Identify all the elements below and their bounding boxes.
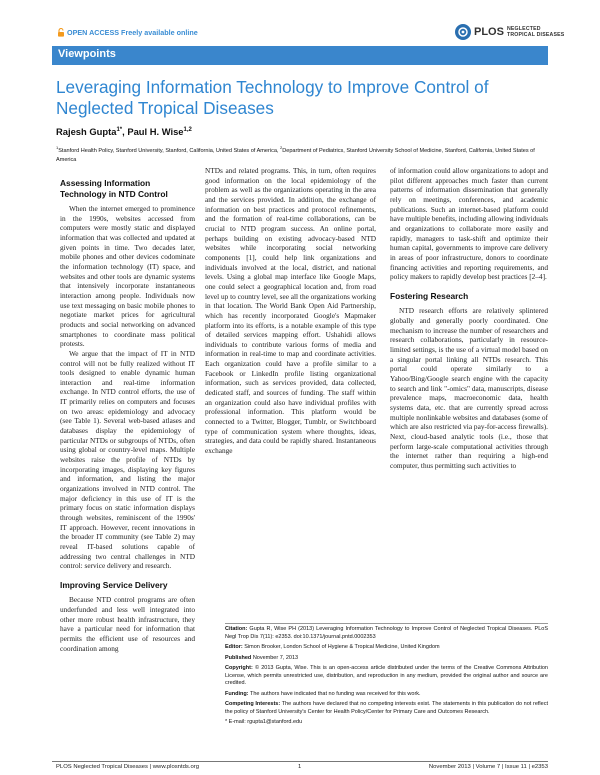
body-paragraph: Because NTD control programs are often underfunded and less well integrated into other more robust health infrastructure, they have a particular need for information that permits the efficient use of resources and coordination among	[60, 595, 195, 653]
open-access-banner	[57, 28, 198, 37]
published-block	[225, 655, 548, 663]
competing-text: The authors have declared that no competing interests exist. The statements in this publication do not reflect the policy of Stanford University's Center for Health Policy/Center for Primary Care and Outcomes Research.	[225, 701, 548, 715]
plos-journal-name	[507, 26, 565, 38]
affiliation-text: Department of Pediatrics, Stanford University School of Medicine, Stanford, California, United States of America	[56, 147, 535, 164]
footer-issue: November 2013 | Volume 7 | Issue 11 | e2353	[428, 764, 548, 770]
author-name[interactable]: Paul H. Wise	[127, 126, 184, 137]
body-paragraph: NTDs and related programs. This, in turn, often requires good information on the local epidemiology of the problem as well as the organizations operating in the area and the services provided. In addition, the exchange of information on best practices and protocol refinements, and the formation of real-time collaborations, can be crucial to NTD program success. An online portal, perhaps building on existing advocacy-based NTD websites while incorporating social networking components [1], could help link organizations and individuals involved at the local, district, and national levels. Using a global map interface like Google Maps, one could select a geographical location and, from road level up to country level, see all the organizations working in that location. The World Bank Open Aid Partnership, which has recently incorporated Google's Mapmaker platform into its efforts, is a notable example of this type of detailed services mapping effort. Ushahidi allows individuals to contribute various forms of media and information in real-time to map and coordinate activities. Each organization could have a profile similar to a Facebook or LinkedIn profile listing organizational information, such as services provided, data collected, dedicated staff, and sources of funding. The staff within an organization could also have individual profiles with professional information. This platform would be connected to a Twitter, Blogger, Tumblr, or Switchboard type of communication system where thoughts, ideas, strategies, and data could be rapidly shared. Instantaneous exchange	[205, 166, 376, 456]
footer-journal[interactable]: PLOS Neglected Tropical Diseases | www.plosntds.org	[56, 764, 199, 770]
copyright-label: Copyright:	[225, 665, 253, 671]
body-column-3	[390, 166, 548, 471]
citation-text: Gupta R, Wise PH (2013) Leveraging Information Technology to Improve Control of Neglected Tropical Diseases. PLoS Negl Trop Dis 7(11): e2353. doi:10.1371/journal.pntd.0002353	[225, 626, 548, 640]
editor-label: Editor:	[225, 644, 243, 650]
affiliation-text: Stanford Health Policy, Stanford University, Stanford, California, United States of America,	[58, 147, 279, 154]
article-title: Leveraging Information Technology to Improve Control of Neglected Tropical Diseases	[56, 77, 489, 118]
plos-logo	[454, 23, 564, 41]
plos-mark-icon	[454, 23, 472, 41]
body-paragraph: When the internet emerged to prominence in the 1990s, websites accessed from computers were mostly static and displayed information that was collected and updated at given points in time. Two decades later, mobile phones and other devices codominate the information technology (IT) space, and websites and other tools are dynamic systems that intensively incorporate instantaneous interaction among people. Individuals now use text messaging on basic mobile phones to negotiate market prices for agricultural products and social networking on advanced smartphones to coordinate mass political protests.	[60, 204, 195, 349]
author-name[interactable]: Rajesh Gupta	[56, 126, 117, 137]
section-heading: Fostering Research	[390, 290, 469, 301]
citation-label: Citation:	[225, 626, 248, 632]
section-heading: Improving Service Delivery	[60, 579, 168, 590]
journal-name-line2: TROPICAL DISEASES	[506, 32, 565, 38]
citation-divider	[225, 623, 548, 624]
affil-marker: 2	[280, 145, 283, 150]
body-paragraph: of information could allow organizations to adopt and pilot different approaches much faster than current patterns of information dissemination that generally rely on meetings, conferences, and academic publications. Such an internet-based platform could have multiple benefits, including allowing individuals and organizations to collaborate more easily and rapidly, managers to task-shift and optimize their human capital, governments to improve care delivery in areas of poor infrastructure, donors to coordinate financing activities and reporting requirements, and policy makers to rapidly develop best practices [2–4].	[390, 166, 548, 282]
affil-marker: 1	[56, 145, 59, 150]
funding-block	[225, 691, 548, 699]
competing-interests-block	[225, 701, 548, 716]
open-access-text: OPEN ACCESS Freely available online	[67, 28, 198, 37]
journal-name-line1: NEGLECTED	[506, 26, 541, 32]
plos-wordmark: PLOS	[474, 26, 504, 38]
page-number: 1	[298, 764, 302, 770]
copyright-text: © 2013 Gupta, Wise. This is an open-access article distributed under the terms of the Creative Commons Attribution License, which permits unrestricted use, distribution, and reproduction in any medium, provided the original author and source are credited.	[225, 665, 548, 686]
body-paragraph: We argue that the impact of IT in NTD control will not be fully realized without IT tools designed to enable dynamic human interaction and real-time information exchange. In NTD control efforts, the use of IT primarily relies on computers and focuses on two areas: epidemiology and advocacy (see Table 1). Several web-based atlases and databases display the epidemiology of particular NTDs or subgroups of NTDs, often using global or country-level maps. Multiple websites raise the profile of NTDs by incorporating images, displaying key figures and information, and listing the major organizations involved in NTD control. The major deficiency in this use of IT is the primary focus on static information displays through websites, reminiscent of the 1990s' IT approach. However, recent innovations in the broader IT community (see Table 2) may reveal IT-based solutions capable of addressing two central challenges in NTD control: service delivery and research.	[60, 348, 195, 571]
citation-block	[225, 626, 548, 641]
author-affil-marker: 1,2	[183, 126, 192, 133]
body-column-1	[60, 178, 195, 653]
copyright-block	[225, 665, 548, 688]
body-column-2	[205, 166, 376, 456]
citation-box	[225, 626, 548, 730]
author-list	[56, 126, 192, 137]
editor-block	[225, 644, 548, 652]
section-label: Viewpoints	[58, 48, 116, 60]
competing-label: Competing Interests:	[225, 701, 281, 707]
open-access-lock-icon	[57, 28, 65, 37]
section-bar	[52, 46, 548, 65]
affiliations	[56, 143, 556, 166]
funding-text: The authors have indicated that no funding was received for this work.	[249, 690, 421, 697]
editor-text: Simon Brooker, London School of Hygiene & Tropical Medicine, United Kingdom	[244, 644, 440, 650]
funding-label: Funding:	[225, 690, 249, 697]
author-affil-marker: 1*	[116, 126, 123, 133]
footer-divider	[52, 761, 548, 762]
published-date: November 7, 2013	[252, 654, 299, 661]
body-paragraph: NTD research efforts are relatively splintered globally and generally poorly coordinated. One mechanism to increase the number of researchers and research collaborations, particularly in resource-limited settings, is the use of a virtual model based on a singular portal linking all NTDs research. This portal could operate similarly to a Yahoo/Bing/Google search engine with the capacity to search and link "-omics" data, manuscripts, disease prevalence maps, macroeconomic data, health systems data, etc. that are currently spread across multiple nonlinkable websites and databases (some of which are also restricted via pay-for-access firewalls). Next, cloud-based analytic tools (i.e., those that perform large-scale computational activities through the internet rather than requiring a high-end computer, thus permitting such activities to	[390, 306, 548, 470]
published-label: Published	[225, 654, 252, 661]
email-line[interactable]: * E-mail: rgupta1@stanford.edu	[225, 719, 303, 725]
section-heading: Assessing Information Technology in NTD Control	[60, 178, 168, 199]
author-separator: ,	[122, 126, 128, 137]
